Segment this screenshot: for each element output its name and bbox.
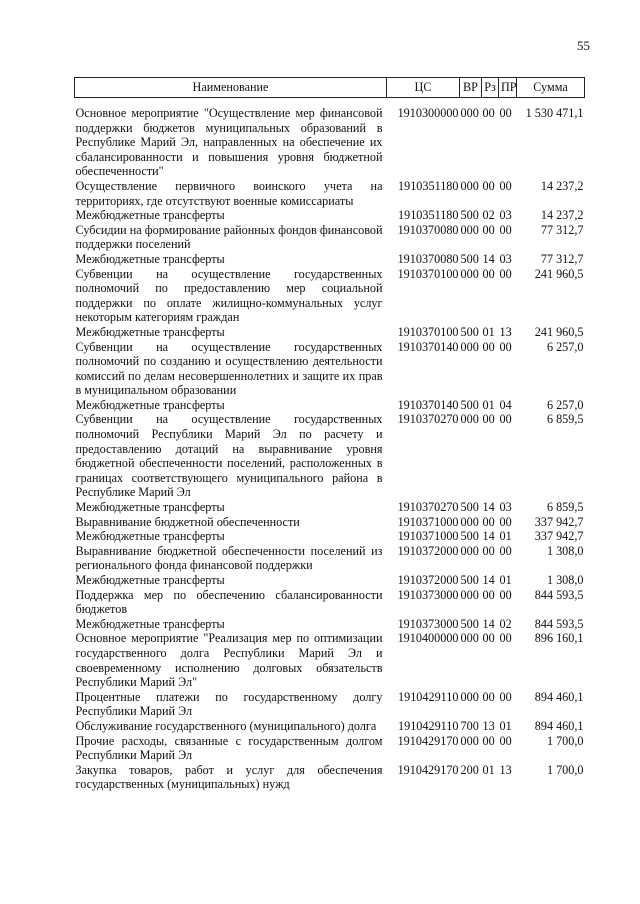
row-name: Субвенции на осуществление государственных полномочий по созданию и осуществлению деятельности комиссий по делам несовершеннолетних и защите их прав в муниципальном образовании [75,339,383,398]
row-name: Субсидии на формирование районных фондов финансовой поддержки поселений [75,222,383,252]
page-number: 55 [577,38,590,53]
row-pr-code: 00 [499,106,512,120]
row-sum: 6 859,5 [546,500,584,515]
budget-table [74,77,585,792]
row-name: Закупка товаров, работ и услуг для обеспечения государственных (муниципальных) нужд [75,762,383,792]
row-pr-code: 03 [499,500,512,515]
row-cs-code: 1910429110 [398,689,459,704]
row-name: Прочие расходы, связанные с государственным долгом Республики Марий Эл [75,733,383,763]
row-sum: 241 960,5 [534,266,584,281]
table-row [75,529,585,544]
row-pr-code: 01 [499,718,512,733]
row-rz-code: 01 [482,397,495,412]
row-pr-code: 13 [499,762,512,777]
row-pr-code: 01 [499,529,512,544]
row-sum: 77 312,7 [540,222,584,237]
row-cs-code: 1910429110 [398,718,459,733]
header-vr: ВР [460,78,482,98]
row-sum: 1 308,0 [546,543,584,558]
row-sum: 1 308,0 [546,573,584,587]
row-vr-code: 500 [460,208,479,223]
row-vr-code: 000 [460,106,479,120]
row-pr-code: 04 [499,397,512,412]
row-vr-code: 500 [460,397,479,412]
row-name: Межбюджетные трансферты [75,251,225,266]
row-name: Субвенции на осуществление государственных полномочий Республики Марий Эл по расчету и предоставлению дотаций на выравнивание уровня бюджетной обеспеченности поселений, расположенных в границах соответствующего муниципального района в Республике Марий Эл [75,412,383,500]
row-cs-code: 1910429170 [397,733,459,748]
row-vr-code: 000 [460,733,479,748]
row-cs-code: 1910373000 [397,616,459,631]
row-rz-code: 14 [482,500,495,515]
table-row [75,544,585,573]
row-sum: 6 257,0 [546,339,584,354]
row-cs-code: 1910370270 [397,412,459,427]
table-row [75,617,585,632]
row-sum: 14 237,2 [540,178,584,193]
header-rz: Рз [482,78,499,98]
table-row [75,631,585,689]
table-row [75,763,585,792]
row-rz-code: 00 [482,631,495,646]
row-vr-code: 000 [460,587,479,602]
row-sum: 6 257,0 [546,397,584,412]
table-row [75,267,585,325]
table-row [75,515,585,530]
row-name: Межбюджетные трансферты [75,208,225,223]
row-cs-code: 1910429170 [397,762,459,777]
table-row [75,106,585,179]
row-rz-code: 13 [482,718,495,733]
row-sum: 1 700,0 [546,762,584,777]
row-rz-code: 00 [482,178,495,193]
row-rz-code: 01 [482,324,495,339]
row-cs-code: 1910371000 [397,529,459,544]
row-sum: 337 942,7 [534,514,584,529]
row-cs-code: 1910372000 [397,573,459,587]
row-rz-code: 02 [482,208,495,223]
row-sum: 844 593,5 [534,587,584,602]
row-vr-code: 500 [460,324,479,339]
table-row [75,208,585,223]
row-name: Межбюджетные трансферты [75,529,225,544]
row-name: Основное мероприятие "Осуществление мер финансовой поддержки бюджетов муниципальных образований в Республике Марий Эл, направленных на обеспечение их сбалансированности и повышения уровня бюджетной обеспеченности" [75,106,383,179]
row-pr-code: 00 [499,412,512,427]
row-sum: 6 859,5 [546,412,584,427]
row-vr-code: 500 [460,573,479,587]
row-cs-code: 1910400000 [397,631,459,646]
row-cs-code: 1910300000 [397,106,459,120]
row-rz-code: 14 [482,251,495,266]
row-sum: 1 530 471,1 [525,106,584,120]
row-name: Субвенции на осуществление государственных полномочий по предоставлению мер социальной поддержки по оплате жилищно-коммунальных услуг некоторым категориям граждан [75,266,383,325]
row-rz-code: 01 [482,762,495,777]
row-rz-code: 00 [482,514,495,529]
row-pr-code: 03 [499,251,512,266]
row-name: Межбюджетные трансферты [75,324,225,339]
row-pr-code: 00 [499,631,512,646]
row-cs-code: 1910370080 [397,222,459,237]
row-rz-code: 00 [482,733,495,748]
row-vr-code: 000 [460,689,479,704]
row-cs-code: 1910370100 [397,266,459,281]
row-pr-code: 00 [499,514,512,529]
table-row [75,252,585,267]
table-row [75,340,585,398]
row-rz-code: 00 [482,587,495,602]
row-name: Межбюджетные трансферты [75,573,225,587]
row-rz-code: 00 [482,266,495,281]
row-vr-code: 000 [460,339,479,354]
row-name: Основное мероприятие "Реализация мер по оптимизации государственного долга Республики Марий Эл и своевременному исполнению долговых обязательств Республики Марий Эл" [75,631,383,690]
table-row [75,573,585,588]
row-cs-code: 1910372000 [397,543,459,558]
table-header-row [75,78,585,98]
header-name: Наименование [75,78,387,98]
row-pr-code: 00 [499,733,512,748]
row-cs-code: 1910371000 [397,514,459,529]
row-vr-code: 700 [460,718,479,733]
table-row [75,690,585,719]
header-sum: Сумма [517,78,585,98]
row-pr-code: 00 [499,587,512,602]
row-name: Межбюджетные трансферты [75,500,225,515]
row-rz-code: 00 [482,543,495,558]
row-rz-code: 00 [482,412,495,427]
row-pr-code: 00 [499,178,512,193]
table-body [75,106,585,792]
row-name: Выравнивание бюджетной обеспеченности [75,514,300,529]
row-vr-code: 000 [460,631,479,646]
row-vr-code: 000 [460,543,479,558]
row-rz-code: 14 [482,573,495,587]
row-sum: 337 942,7 [534,529,584,544]
row-vr-code: 500 [460,529,479,544]
row-name: Процентные платежи по государственному долгу Республики Марий Эл [75,689,383,719]
row-cs-code: 1910370080 [397,251,459,266]
header-pr: ПР [499,78,517,98]
table-row [75,719,585,734]
row-pr-code: 03 [499,208,512,223]
row-pr-code: 02 [499,616,512,631]
row-cs-code: 1910373000 [397,587,459,602]
table-row [75,588,585,617]
row-cs-code: 1910370140 [397,397,459,412]
row-vr-code: 200 [460,762,479,777]
row-cs-code: 1910370100 [397,324,459,339]
row-sum: 241 960,5 [534,324,584,339]
row-vr-code: 000 [460,514,479,529]
table-row [75,500,585,515]
row-cs-code: 1910370270 [397,500,459,515]
row-sum: 894 460,1 [534,689,584,704]
row-pr-code: 00 [499,339,512,354]
row-cs-code: 1910370140 [397,339,459,354]
row-pr-code: 00 [499,689,512,704]
row-name: Межбюджетные трансферты [75,616,225,631]
row-vr-code: 000 [460,178,479,193]
header-cs: ЦС [387,78,460,98]
row-cs-code: 1910351180 [398,178,459,193]
row-name: Обслуживание государственного (муниципального) долга [75,718,377,733]
row-name: Осуществление первичного воинского учета на территориях, где отсутствуют военные комиссариаты [75,178,383,208]
table-row [75,734,585,763]
row-vr-code: 000 [460,222,479,237]
row-sum: 77 312,7 [540,251,584,266]
row-rz-code: 14 [482,529,495,544]
table-row [75,412,585,500]
row-vr-code: 000 [460,412,479,427]
row-rz-code: 00 [482,689,495,704]
table-row [75,325,585,340]
row-rz-code: 14 [482,616,495,631]
row-pr-code: 13 [499,324,512,339]
row-name: Поддержка мер по обеспечению сбалансированности бюджетов [75,587,383,617]
table-row [75,223,585,252]
row-name: Выравнивание бюджетной обеспеченности поселений из регионального фонда финансовой поддержки [75,543,383,573]
row-vr-code: 500 [460,251,479,266]
row-vr-code: 500 [460,616,479,631]
row-sum: 844 593,5 [534,616,584,631]
row-sum: 894 460,1 [534,718,584,733]
row-rz-code: 00 [482,106,495,120]
row-vr-code: 000 [460,266,479,281]
row-pr-code: 00 [499,222,512,237]
row-cs-code: 1910351180 [398,208,459,223]
row-sum: 1 700,0 [546,733,584,748]
row-pr-code: 00 [499,543,512,558]
row-rz-code: 00 [482,339,495,354]
row-pr-code: 00 [499,266,512,281]
row-sum: 14 237,2 [540,208,584,223]
row-rz-code: 00 [482,222,495,237]
row-sum: 896 160,1 [534,631,584,646]
table-row [75,398,585,413]
row-vr-code: 500 [460,500,479,515]
row-pr-code: 01 [499,573,512,587]
row-name: Межбюджетные трансферты [75,397,225,412]
table-row [75,179,585,208]
